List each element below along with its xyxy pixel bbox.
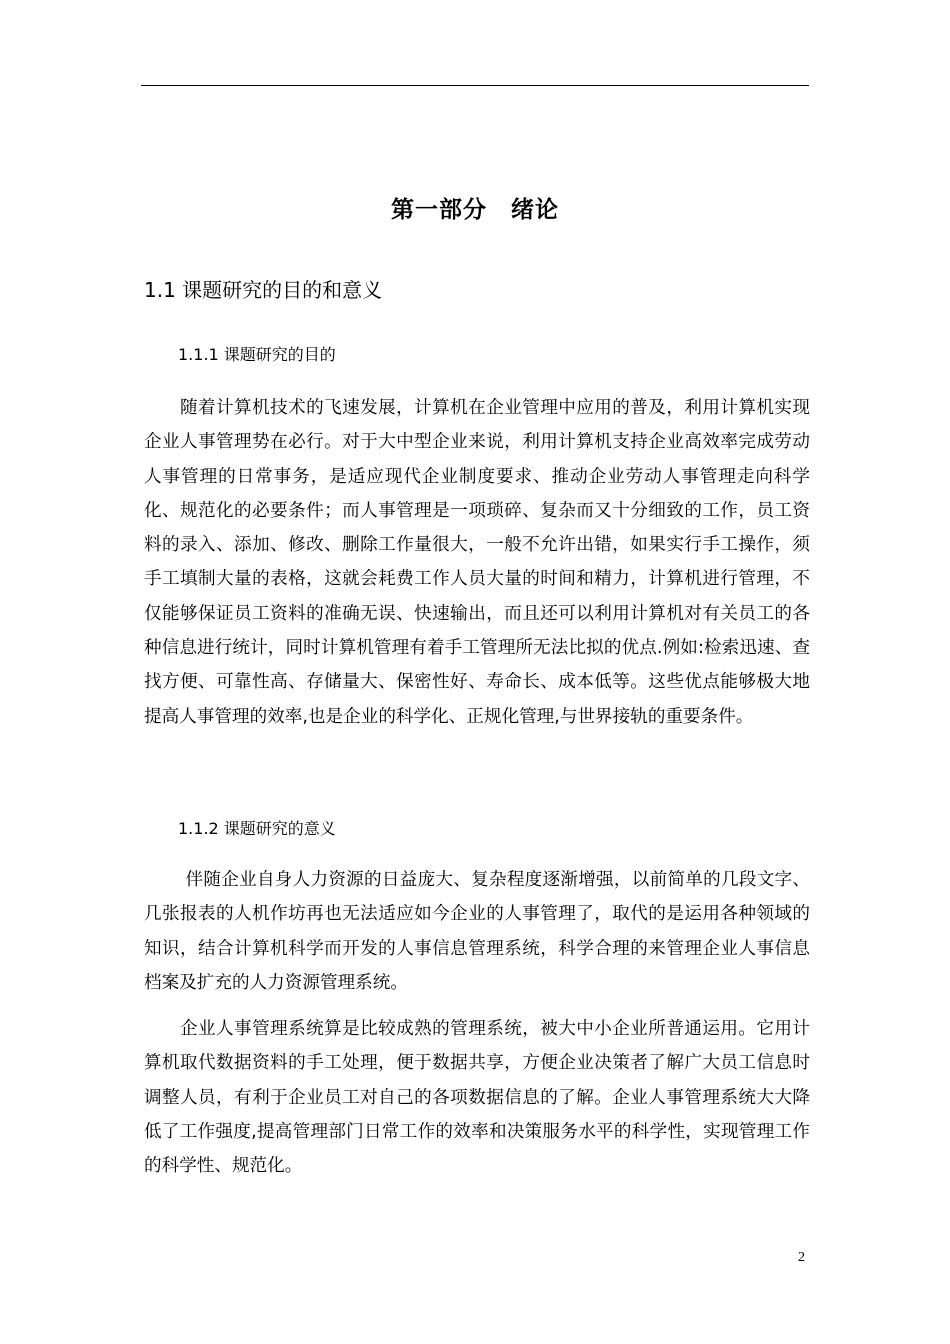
header-rule — [141, 85, 809, 86]
section-heading: 1.1 课题研究的目的和意义 — [144, 278, 383, 302]
paragraph-purpose: 随着计算机技术的飞速发展，计算机在企业管理中应用的普及，利用计算机实现企业人事管理势在必行。对于大中型企业来说，利用计算机支持企业高效率完成劳动人事管理的日常事务，是适应现代企业制度要求、推动企业劳动人事管理走向科学化、规范化的必要条件；而人事管理是一项琐碎、复杂而又十分细致的工作，员工资料的录入、添加、修改、删除工作量很大，一般不允许出错，如果实行手工操作，须手工填制大量的表格，这就会耗费工作人员大量的时间和精力，计算机进行管理，不仅能够保证员工资料的准确无误、快速输出，而且还可以利用计算机对有关员工的各种信息进行统计，同时计算机管理有着手工管理所无法比拟的优点.例如:检索迅速、查找方便、可靠性高、存储量大、保密性好、寿命长、成本低等。这些优点能够极大地提高人事管理的效率,也是企业的科学化、正规化管理,与世界接轨的重要条件。 — [144, 398, 810, 727]
part-title: 第一部分 绪论 — [391, 197, 559, 223]
subsection-heading-purpose: 1.1.1 课题研究的目的 — [178, 345, 336, 364]
subsection-heading-significance: 1.1.2 课题研究的意义 — [178, 819, 336, 838]
paragraph-significance-1: 伴随企业自身人力资源的日益庞大、复杂程度逐渐增强，以前简单的几段文字、几张报表的人机作坊再也无法适应如今企业的人事管理了，取代的是运用各种领域的知识，结合计算机科学而开发的人事信息管理系统，科学合理的来管理企业人事信息档案及扩充的人力资源管理系统。 — [144, 870, 810, 993]
paragraph-significance-2: 企业人事管理系统算是比较成熟的管理系统，被大中小企业所普通运用。它用计算机取代数据资料的手工处理，便于数据共享，方便企业决策者了解广大员工信息时调整人员，有利于企业员工对自己的各项数据信息的了解。企业人事管理系统大大降低了工作强度,提高管理部门日常工作的效率和决策服务水平的科学性，实现管理工作的科学性、规范化。 — [144, 1019, 810, 1177]
page-number: 2 — [798, 1250, 805, 1265]
